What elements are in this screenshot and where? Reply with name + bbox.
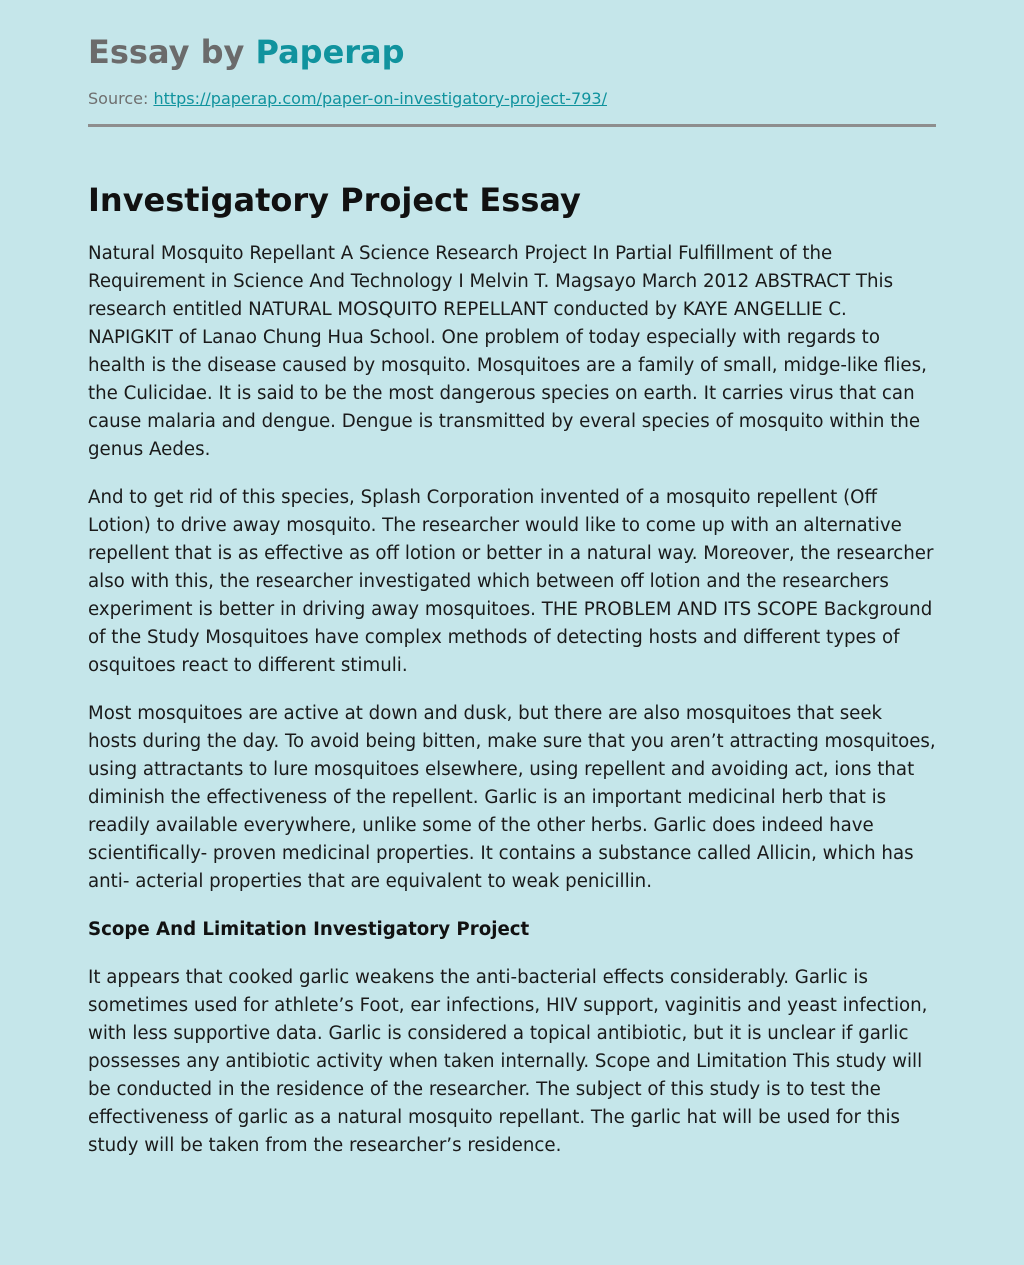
source-line xyxy=(88,88,607,110)
source-label: Source: xyxy=(88,89,154,108)
paragraph: Natural Mosquito Repellant A Science Research Project In Partial Fulfillment of the Requirement in Science And Technology I Melvin T. Magsayo March 2012 ABSTRACT This research entitled NATURAL MOSQUITO REPELLANT conducted by KAYE ANGELLIE C. NAPIGKIT of Lanao Chung Hua School. One problem of today especially with regards to health is the disease caused by mosquito. Mosquitoes are a family of small, midge-like flies, the Culicidae. It is said to be the most dangerous species on earth. It carries virus that can cause malaria and dengue. Dengue is transmitted by everal species of mosquito within the genus Aedes. xyxy=(88,243,927,460)
paragraph: Most mosquitoes are active at down and dusk, but there are also mosquitoes that seek hosts during the day. To avoid being bitten, make sure that you aren’t attracting mosquitoes, using attractants to lure mosquitoes elsewhere, using repellent and avoiding act, ions that diminish the effectiveness of the repellent. Garlic is an important medicinal herb that is readily available everywhere, unlike some of the other herbs. Garlic does indeed have scientifically- proven medicinal properties. It contains a substance called Allicin, which has anti- acterial properties that are equivalent to weak penicillin. xyxy=(88,703,936,892)
source-link[interactable]: https://paperap.com/paper-on-investigatory-project-793/ xyxy=(153,89,607,108)
page-title: Investigatory Project Essay xyxy=(88,181,581,219)
brand-name: Paperap xyxy=(255,33,405,71)
brand-prefix: Essay by xyxy=(88,33,256,71)
section-heading: Scope And Limitation Investigatory Project xyxy=(88,919,530,940)
article-body xyxy=(88,240,936,1180)
site-brand[interactable] xyxy=(88,30,405,74)
paragraph: And to get rid of this species, Splash Corporation invented of a mosquito repellent (Off Lotion) to drive away mosquito. The researcher would like to come up with an alternative repellent that is as effective as off lotion or better in a natural way. Moreover, the researcher also with this, the researcher investigated which between off lotion and the researchers experiment is better in driving away mosquitoes. THE PROBLEM AND ITS SCOPE Background of the Study Mosquitoes have complex methods of detecting hosts and different types of osquitoes react to different stimuli. xyxy=(88,487,934,676)
paragraph: It appears that cooked garlic weakens the anti-bacterial effects considerably. Garlic is sometimes used for athlete’s Foot, ear infections, HIV support, vaginitis and yeast infection, with less supportive data. Garlic is considered a topical antibiotic, but it is unclear if garlic possesses any antibiotic activity when taken internally. Scope and Limitation This study will be conducted in the residence of the researcher. The subject of this study is to test the effectiveness of garlic as a natural mosquito repellant. The garlic hat will be used for this study will be taken from the researcher’s residence. xyxy=(88,967,928,1156)
header-divider xyxy=(88,124,936,127)
